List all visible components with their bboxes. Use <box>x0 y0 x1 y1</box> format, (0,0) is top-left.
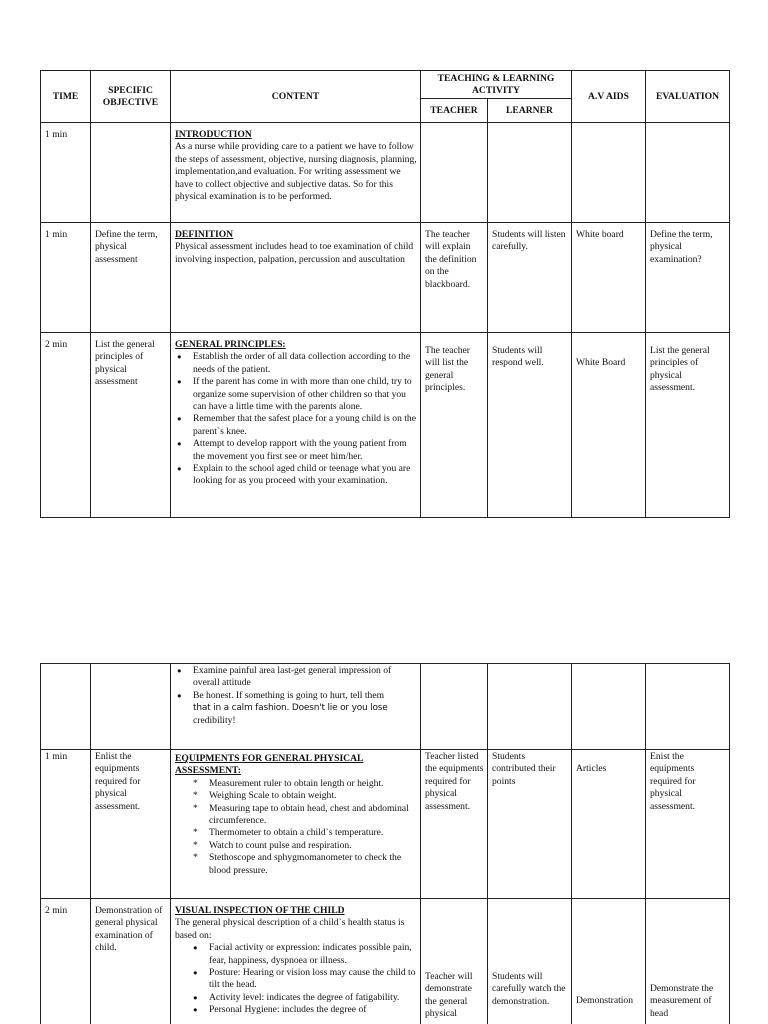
list-item: * Measurement ruler to obtain length or height. <box>175 778 417 790</box>
objective-cell: Enlist the equipments required for physical assessment. <box>91 750 171 899</box>
time-cell: 2 min <box>41 333 91 518</box>
time-cell <box>41 664 91 750</box>
av-aids-cell: White board <box>572 223 646 333</box>
header-evaluation: EVALUATION <box>646 71 730 123</box>
definition-text: Physical assessment includes head to toe examination of child involving inspection, palpation, percussion and auscultation <box>175 241 414 265</box>
content-cell <box>171 750 421 899</box>
av-aids-cell <box>572 123 646 223</box>
header-content: CONTENT <box>171 71 421 123</box>
list-item: ● Establish the order of all data collection according to the needs of the patient. <box>175 351 417 376</box>
list-item: ● Examine painful area last-get general impression of overall attitude <box>175 665 417 690</box>
objective-cell: Demonstration of general physical examination of child. <box>91 899 171 1024</box>
section-title-general-principles: GENERAL PRINCIPLES: <box>175 339 286 350</box>
list-item: ● Activity level: indicates the degree of fatigability. <box>175 992 417 1004</box>
list-item: * Thermometer to obtain a child`s temperature. <box>175 827 417 839</box>
section-title-definition: DEFINITION <box>175 229 234 240</box>
principles-list-continued <box>175 665 417 727</box>
objective-cell <box>91 123 171 223</box>
header-specific-objective: SPECIFIC OBJECTIVE <box>91 71 171 123</box>
header-av-aids: A.V AIDS <box>572 71 646 123</box>
av-aids-cell: Demonstration <box>572 899 646 1024</box>
learner-cell: Students contributed their points <box>488 750 572 899</box>
content-cell <box>171 223 421 333</box>
content-cell <box>171 333 421 518</box>
objective-cell <box>91 664 171 750</box>
time-cell: 1 min <box>41 123 91 223</box>
content-cell <box>171 123 421 223</box>
objective-cell: Define the term, physical assessment <box>91 223 171 333</box>
header-time: TIME <box>41 71 91 123</box>
list-item-line: that in a calm fashion. Doesn't lie or you lose <box>193 703 388 714</box>
teacher-cell: Teacher will demonstrate the general physical <box>421 899 488 1024</box>
teacher-cell: The teacher will explain the definition on the blackboard. <box>421 223 488 333</box>
lesson-plan-table-top <box>40 70 730 518</box>
lesson-plan-table-continued <box>40 663 730 1024</box>
content-cell <box>171 664 421 750</box>
list-item: * Stethoscope and sphygmomanometer to check the blood pressure. <box>175 852 417 877</box>
header-teacher: TEACHER <box>421 99 488 123</box>
section-title-visual-inspection: VISUAL INSPECTION OF THE CHILD <box>175 905 345 916</box>
teacher-cell <box>421 664 488 750</box>
evaluation-cell <box>646 664 730 750</box>
list-item-line: credibility! <box>193 714 236 726</box>
learner-cell: Students will carefully watch the demonstration. <box>488 899 572 1024</box>
list-item: ● Facial activity or expression: indicates possible pain, fear, happiness, dyspnoea or illness. <box>175 942 417 967</box>
list-item: ● Remember that the safest place for a young child is on the parent`s knee. <box>175 413 417 438</box>
av-aids-cell <box>572 664 646 750</box>
section-title-equipments: EQUIPMENTS FOR GENERAL PHYSICAL ASSESSMENT: <box>175 753 364 777</box>
teacher-cell: Teacher listed the equipments required for physical assessment. <box>421 750 488 899</box>
teacher-cell: The teacher will list the general principles. <box>421 333 488 518</box>
table-row-introduction <box>41 123 730 223</box>
visual-inspection-list <box>175 942 417 1016</box>
list-item: ● Attempt to develop rapport with the young patient from the movement you first see or meet him/her. <box>175 438 417 463</box>
section-title-introduction: INTRODUCTION <box>175 129 252 140</box>
header-teaching-learning-activity: TEACHING & LEARNING ACTIVITY <box>421 71 572 99</box>
introduction-text: As a nurse while providing care to a patient we have to follow the steps of assessment, objective, nursing diagnosis, planning, implementation,and evaluation. For writing assessment we have to collect objective and subjective datas. So for this physical examination is to be performed. <box>175 141 417 203</box>
header-learner: LEARNER <box>488 99 572 123</box>
time-cell: 2 min <box>41 899 91 1024</box>
principles-list <box>175 351 417 487</box>
table-row-principles-continued <box>41 664 730 750</box>
content-cell <box>171 899 421 1024</box>
list-item: * Watch to count pulse and respiration. <box>175 840 417 852</box>
learner-cell: Students will listen carefully. <box>488 223 572 333</box>
table-row-general-principles <box>41 333 730 518</box>
evaluation-cell: List the general principles of physical assessment. <box>646 333 730 518</box>
list-item <box>175 690 417 727</box>
evaluation-cell <box>646 123 730 223</box>
evaluation-cell: Define the term, physical examination? <box>646 223 730 333</box>
av-aids-cell: White Board <box>572 333 646 518</box>
list-item: ● If the parent has come in with more than one child, try to organize some supervision of other children so that you can have a little time with the parents alone. <box>175 376 417 413</box>
list-item-line: Be honest. If something is going to hurt, tell them <box>193 689 385 701</box>
teacher-cell <box>421 123 488 223</box>
list-item: ● Posture: Hearing or vision loss may cause the child to tilt the head. <box>175 967 417 992</box>
learner-cell: Students will respond well. <box>488 333 572 518</box>
list-item: * Measuring tape to obtain head, chest and abdominal circumference. <box>175 803 417 828</box>
list-item: ● Personal Hygiene: includes the degree of <box>175 1004 417 1016</box>
visual-inspection-intro: The general physical description of a child`s health status is based on: <box>175 917 405 941</box>
time-cell: 1 min <box>41 223 91 333</box>
equipments-list <box>175 778 417 877</box>
av-aids-cell: Articles <box>572 750 646 899</box>
list-item: * Weighing Scale to obtain weight. <box>175 790 417 802</box>
evaluation-cell: Demonstrate the measurement of head <box>646 899 730 1024</box>
table-row-definition <box>41 223 730 333</box>
time-cell: 1 min <box>41 750 91 899</box>
objective-cell: List the general principles of physical assessment <box>91 333 171 518</box>
list-item: ● Explain to the school aged child or teenage what you are looking for as you proceed with your examination. <box>175 463 417 488</box>
evaluation-cell: Enist the equipments required for physical assessment. <box>646 750 730 899</box>
table-row-equipments <box>41 750 730 899</box>
learner-cell <box>488 123 572 223</box>
table-row-visual-inspection <box>41 899 730 1024</box>
learner-cell <box>488 664 572 750</box>
